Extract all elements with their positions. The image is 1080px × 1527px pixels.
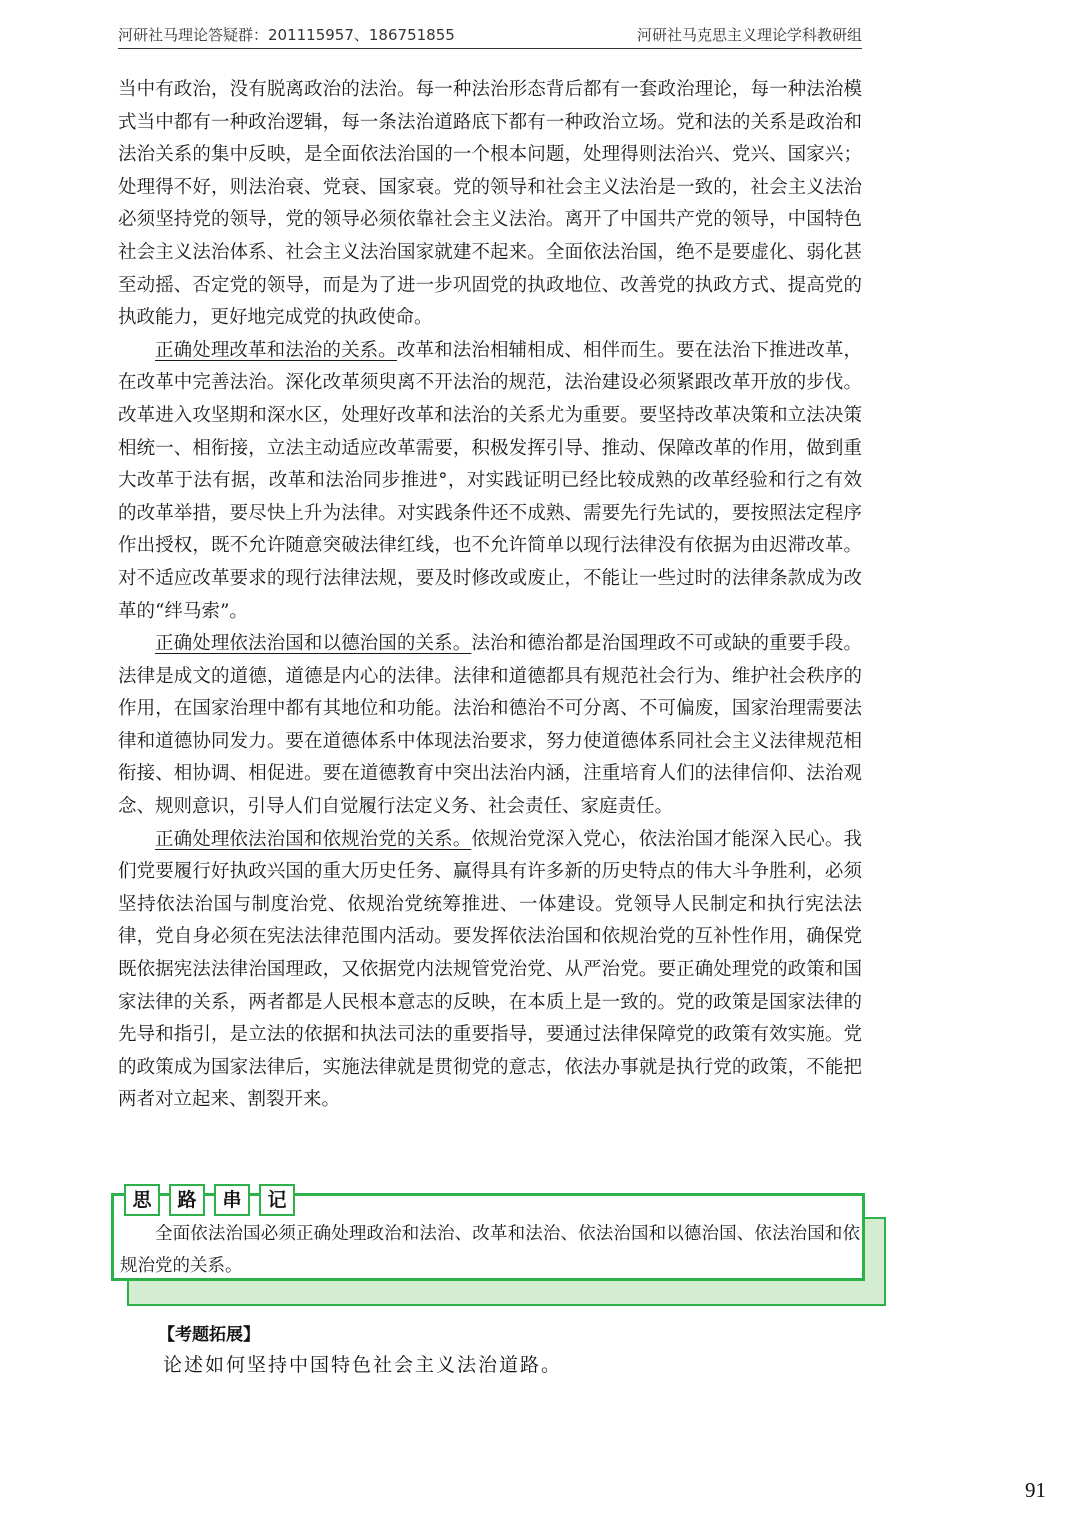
extension-question: 论述如何坚持中国特色社会主义法治道路。 bbox=[163, 1354, 563, 1376]
header-left-text: 河研社马理论答疑群：201115957、186751855 bbox=[118, 26, 455, 44]
section-heading-regulations: 正确处理依法治国和依规治党的关系。 bbox=[155, 828, 472, 850]
extension-title: 【考题拓展】 bbox=[158, 1325, 260, 1345]
main-body bbox=[118, 74, 862, 1117]
section-heading-reform: 正确处理改革和法治的关系。 bbox=[155, 339, 397, 361]
page-header bbox=[118, 20, 862, 49]
paragraph-text: 法治和德治都是治国理政不可或缺的重要手段。法律是成文的道德，道德是内心的法律。法律和道德都具有规范社会行为、维护社会秩序的作用，在国家治理中都有其地位和功能。法治和德治不可分离、不可偏废，国家治理需要法律和道德协同发力。要在道德体系中体现法治要求，努力使道德体系同社会主义法律规范相衔接、相协调、相促进。要在道德教育中突出法治内涵，注重培育人们的法律信仰、法治观念、规则意识，引导人们自觉履行法定义务、社会责任、家庭责任。 bbox=[118, 633, 862, 818]
section-heading-virtue: 正确处理依法治国和以德治国的关系。 bbox=[155, 633, 472, 655]
summary-tag: 路 bbox=[169, 1184, 205, 1216]
page-number: 91 bbox=[1025, 1478, 1046, 1502]
header-right-text: 河研社马克思主义理论学科教研组 bbox=[636, 26, 862, 44]
summary-text: 全面依法治国必须正确处理政治和法治、改革和法治、依法治国和以德治国、依法治国和依规治党的关系。 bbox=[120, 1224, 860, 1276]
summary-box-text bbox=[120, 1218, 860, 1282]
summary-tag: 串 bbox=[214, 1184, 250, 1216]
paragraph-law-virtue bbox=[118, 628, 862, 824]
paragraph-party-law: 当中有政治，没有脱离政治的法治。每一种法治形态背后都有一套政治理论，每一种法治模式当中都有一种政治逻辑，每一条法治道路底下都有一种政治立场。党和法的关系是政治和法治关系的集中反映，是全面依法治国的一个根本问题，处理得则法治兴、党兴、国家兴；处理得不好，则法治衰、党衰、国家衰。党的领导和社会主义法治是一致的，社会主义法治必须坚持党的领导，党的领导必须依靠社会主义法治。离开了中国共产党的领导，中国特色社会主义法治体系、社会主义法治国家就建不起来。全面依法治国，绝不是要虚化、弱化甚至动摇、否定党的领导，而是为了进一步巩固党的执政地位、改善党的执政方式、提高党的执政能力，更好地完成党的执政使命。 bbox=[118, 79, 862, 329]
paragraph-reform-law bbox=[118, 335, 862, 628]
paragraph-text: 改革和法治相辅相成、相伴而生。要在法治下推进改革，在改革中完善法治。深化改革须臾离不开法治的规范，法治建设必须紧跟改革开放的步伐。改革进入攻坚期和深水区，处理好改革和法治的关系尤为重要。要坚持改革决策和立法决策相统一、相衔接，立法主动适应改革需要，积极发挥引导、推动、保障改革的作用，做到重大改革于法有据，改革和法治同步推进°，对实践证明已经比较成熟的改革经验和行之有效的改革举措，要尽快上升为法律。对实践条件还不成熟、需要先行先试的，要按照法定程序作出授权，既不允许随意突破法律红线，也不允许简单以现行法律没有依据为由迟滞改革。对不适应改革要求的现行法律法规，要及时修改或废止，不能让一些过时的法律条款成为改革的“绊马索”。 bbox=[118, 339, 862, 622]
paragraph-text: 依规治党深入党心，依法治国才能深入民心。我们党要履行好执政兴国的重大历史任务、赢得具有许多新的历史特点的伟大斗争胜利，必须坚持依法治国与制度治党、依规治党统筹推进、一体建设。党领导人民制定和执行宪法法律，党自身必须在宪法法律范围内活动。要发挥依法治国和依规治党的互补性作用，确保党既依据宪法法律治国理政，又依据党内法规管党治党、从严治党。要正确处理党的政策和国家法律的关系，两者都是人民根本意志的反映，在本质上是一致的。党的政策是国家法律的先导和指引，是立法的依据和执法司法的重要指导，要通过法律保障党的政策有效实施。党的政策成为国家法律后，实施法律就是贯彻党的意志，依法办事就是执行党的政策，不能把两者对立起来、割裂开来。 bbox=[118, 828, 862, 1111]
paragraph-law-regulations bbox=[118, 824, 862, 1117]
summary-tag: 记 bbox=[259, 1184, 295, 1216]
summary-tag: 思 bbox=[124, 1184, 160, 1216]
